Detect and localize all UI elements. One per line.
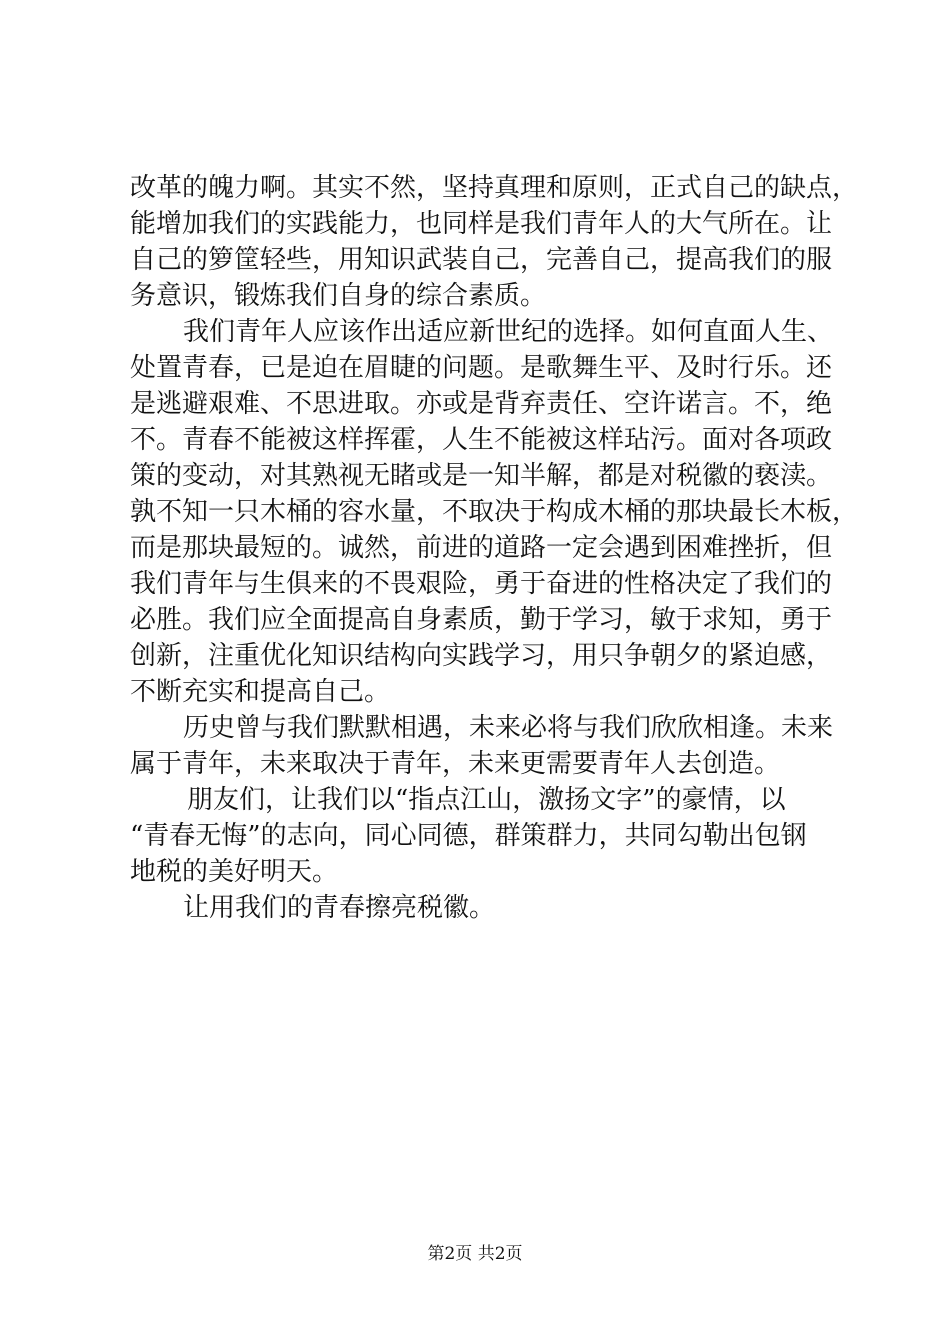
text-line: 创新，注重优化知识结构向实践学习，用只争朝夕的紧迫感，	[130, 641, 833, 671]
text-line: “青春无悔”的志向，同心同德，群策群力，共同勾勒出包钢	[130, 821, 807, 851]
text-line: 不。青春不能被这样挥霍，人生不能被这样玷污。面对各项政	[130, 425, 833, 455]
page-footer: 第2页 共2页	[427, 1244, 523, 1264]
text-line: 务意识，锻炼我们自身的综合素质。	[130, 281, 547, 311]
text-line: 必胜。我们应全面提高自身素质，勤于学习，敏于求知，勇于	[130, 605, 833, 635]
text-line: 改革的魄力啊。其实不然，坚持真理和原则，正式自己的缺点，	[130, 173, 859, 203]
text-line: 而是那块最短的。诚然，前进的道路一定会遇到困难挫折，但	[130, 533, 833, 563]
text-line: 自己的箩筐轻些，用知识武装自己，完善自己，提高我们的服	[130, 245, 833, 275]
text-line: 处置青春，已是迫在眉睫的问题。是歌舞生平、及时行乐。还	[130, 353, 833, 383]
text-line: 我们青年与生俱来的不畏艰险，勇于奋进的性格决定了我们的	[130, 569, 833, 599]
text-line: 是逃避艰难、不思进取。亦或是背弃责任、空许诺言。不，绝	[130, 389, 833, 419]
text-line: 孰不知一只木桶的容水量，不取决于构成木桶的那块最长木板，	[130, 497, 859, 527]
text-line: 不断充实和提高自己。	[130, 677, 391, 707]
text-line: 能增加我们的实践能力，也同样是我们青年人的大气所在。让	[130, 209, 833, 239]
text-line: 朋友们，让我们以“指点江山，激扬文字”的豪情，以	[187, 785, 786, 815]
text-line: 让用我们的青春擦亮税徽。	[183, 893, 496, 923]
text-line: 地税的美好明天。	[130, 857, 339, 887]
text-line: 策的变动，对其熟视无睹或是一知半解，都是对税徽的亵渎。	[130, 461, 833, 491]
text-line: 属于青年，未来取决于青年，未来更需要青年人去创造。	[130, 749, 781, 779]
text-line: 历史曾与我们默默相遇，未来必将与我们欣欣相逢。未来	[183, 713, 834, 743]
text-line: 我们青年人应该作出适应新世纪的选择。如何直面人生、	[183, 317, 834, 347]
